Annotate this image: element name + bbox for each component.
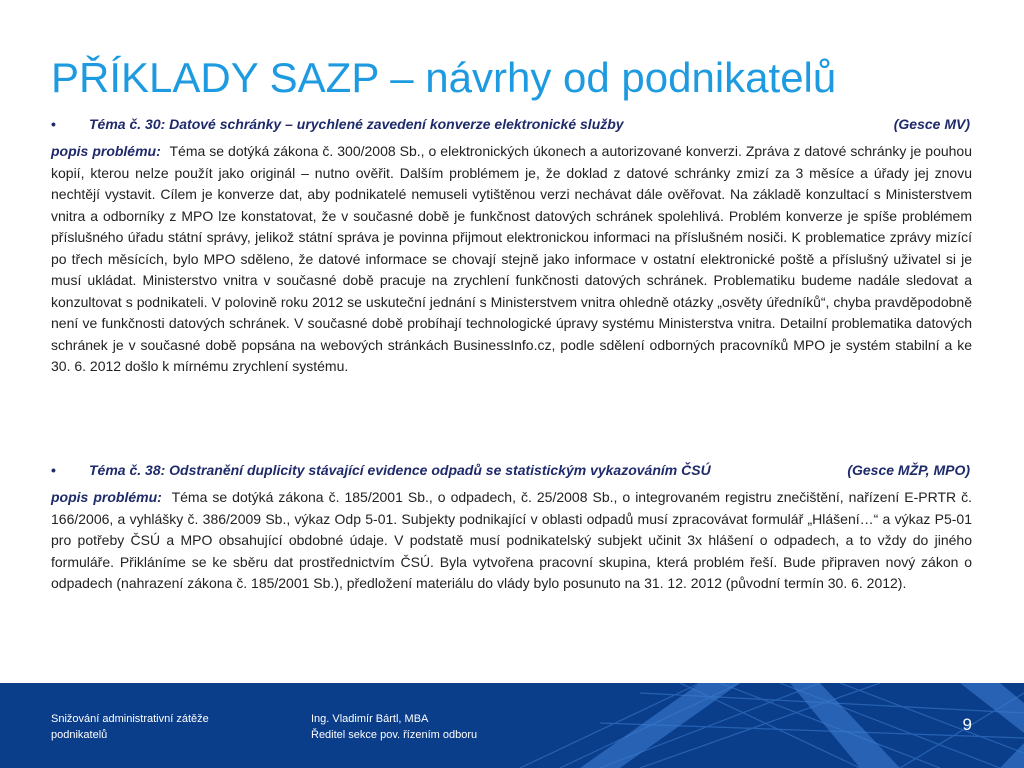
topic-30-gesce: (Gesce MV) bbox=[893, 116, 970, 132]
bullet-marker: • bbox=[51, 462, 56, 478]
topic-30-heading bbox=[51, 113, 972, 135]
topic-30-description bbox=[51, 141, 972, 378]
footer-author-name: Ing. Vladimír Bártl, MBA bbox=[311, 713, 429, 725]
footer-left-line1: Snižování administrativní zátěže bbox=[51, 713, 209, 725]
slide-footer bbox=[0, 683, 1024, 768]
topic-38-title: Téma č. 38: Odstranění duplicity stávající evidence odpadů se statistickým vykazováním ČSÚ bbox=[89, 462, 711, 478]
topic-30-text: Téma se dotýká zákona č. 300/2008 Sb., o elektronických úkonech a autorizované konverzi. Zpráva z datové schránky je pouhou kopií, kterou nelze použít jako originál – nutno ověřit. Dalším problémem je, že doklad z datové schránky zmizí za 3 měsíce a úřady jej znovu nechtějí vystavit. Cílem je konverze dat, aby podnikatelé nemuseli vytištěnou verzi nechávat dále ověřovat. Na základě konzultací s Ministerstvem vnitra a odborníky z MPO lze konstatovat, že v současné době je funkčnost datových schránek spolehlivá. Problém konverze je spíše problémem příslušného úřadu státní správy, jelikož státní správa je povinna přijmout elektronickou informaci na příslušném nosiči. K problematice zprávy mizící po třech měsících, bylo MPO sděleno, že datové informace se chovají stejně jako informace v ostatní elektronické poště a příslušný uživatel si je musí ukládat. Ministerstvo vnitra v současné době pracuje na zrychlení funkčnosti datových schránek. Problematiku budeme nadále sledovat a konzultovat s podnikateli. V polovině roku 2012 se uskuteční jednání s Ministerstvem vnitra ohledně otázky „osvěty úředníků“, chyba pravděpodobně není ve funkčnosti datových schránek. V současné době probíhají technologické úpravy systému Ministerstva vnitra. Detailní problematika datových schránek je v současné době popsána na webových stránkách BusinessInfo.cz, podle sdělení odborných pracovníků MPO je systém stabilní a ke 30. 6. 2012 došlo k mírnému zrychlení systému. bbox=[51, 143, 972, 374]
problem-label: popis problému: bbox=[51, 143, 161, 159]
footer-author-text bbox=[311, 711, 477, 743]
topic-38-text: Téma se dotýká zákona č. 185/2001 Sb., o odpadech, č. 25/2008 Sb., o integrovaném registru znečištění, nařízení E-PRTR č. 166/2006, a vyhlášky č. 386/2009 Sb., výkaz Odp 5-01. Subjekty podnikající v oblasti odpadů musí zpracovávat formulář „Hlášení…“ a výkaz P5-01 pro potřeby ČSÚ a MPO obsahující obdobné údaje. V podstatě musí podnikatelský subjekt učinit 3x hlášení o odpadech, a to vždy do jiného formuláře. Přikláníme se ke sběru dat prostřednictvím ČSÚ. Byla vytvořena pracovní skupina, která problém řeší. Bude připraven nový zákon o odpadech (nahrazení zákona č. 185/2001 Sb.), předložení materiálu do vlády bylo posunuto na 31. 12. 2012 (původní termín 30. 6. 2012). bbox=[51, 489, 973, 591]
topic-38-description bbox=[51, 487, 972, 595]
problem-label: popis problému: bbox=[51, 489, 162, 505]
footer-author-role: Ředitel sekce pov. řízením odboru bbox=[311, 729, 478, 741]
topic-38-section bbox=[51, 459, 972, 595]
topic-30-title: Téma č. 30: Datové schránky – urychlené zavedení konverze elektronické služby bbox=[89, 116, 624, 132]
topic-38-gesce: (Gesce MŽP, MPO) bbox=[847, 462, 970, 478]
footer-left-line2: podnikatelů bbox=[51, 729, 108, 741]
slide-title: PŘÍKLADY SAZP – návrhy od podnikatelů bbox=[51, 54, 837, 101]
bullet-marker: • bbox=[51, 116, 56, 132]
footer-left-text bbox=[51, 711, 209, 743]
topic-38-heading bbox=[51, 459, 972, 481]
page-number: 9 bbox=[962, 715, 972, 734]
topic-30-section bbox=[51, 113, 972, 378]
